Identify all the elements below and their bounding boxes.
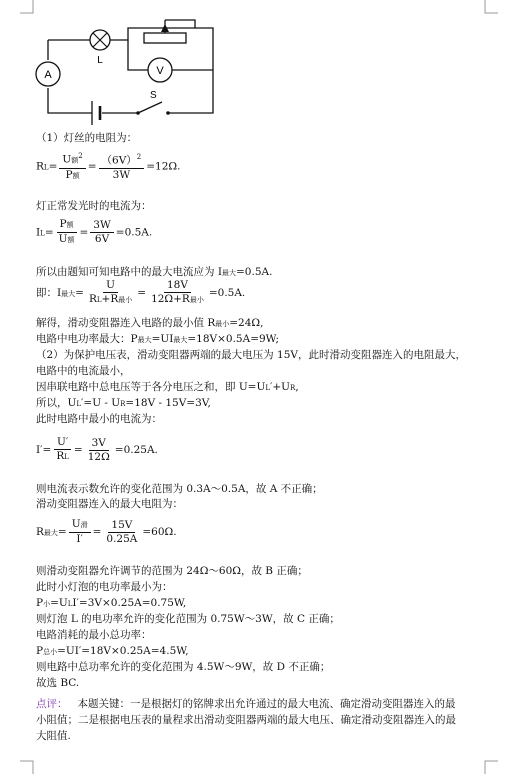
formula-rl: RL= $\frac{U额^2}{\text{P额}}$ = $\frac{(6V)^2}{3W}$ =12Ω.: [36, 152, 181, 181]
formula-imin: I′= $\frac{U'}{RL}$ = $\frac{3V}{12\Omega}$ =0.25A.: [36, 436, 158, 463]
line-23: P总小=UI′=18V×0.25A=4.5W,: [36, 645, 189, 657]
line-20: P小=ULI′=3V×0.25A=0.75W,: [36, 597, 187, 609]
lamp-icon: [90, 30, 110, 66]
line-1: （1）灯丝的电阻为：: [36, 132, 138, 144]
line-11: 因串联电路中总电压等于各分电压之和，即 U=UL′+UR,: [36, 381, 299, 393]
line-18: 则滑动变阻器允许调节的范围为 24Ω～60Ω，故 B 正确；: [36, 565, 308, 577]
formula-il: IL= $\frac{\text{P额}}{\text{U额}}$ = $\frac{3W}{6V}$ =0.5A.: [36, 218, 153, 245]
comment-line-3: 大阻值.: [36, 730, 71, 742]
line-13: 此时电路中最小的电流为：: [36, 413, 162, 425]
voltmeter-icon: [148, 58, 172, 82]
line-21: 则灯泡 L 的电功率允许的变化范围为 0.75W～3W，故 C 正确；: [36, 613, 340, 625]
line-8: 电路中电功率最大：P最大=UI最大=18V×0.5A=9W;: [36, 333, 280, 345]
svg-text:V: V: [156, 65, 164, 77]
formula-rmax: R最大= $\frac{\text{U滑}}{I'}$ = $\frac{15V}{0.25A}$ =60Ω.: [36, 518, 177, 545]
line-25: 故选 BC.: [36, 677, 80, 689]
line-22: 电路消耗的最小总功率：: [36, 629, 152, 641]
line-16: 滑动变阻器连入的最大电阻为：: [36, 498, 183, 510]
circuit-diagram: [30, 18, 220, 128]
svg-text:L: L: [97, 55, 103, 66]
comment-line-1: 点评： 本题关键：一是根据灯的铭牌求出允许通过的最大电流、确定滑动变阻器连入的最: [36, 698, 456, 710]
comment-line-2: 小阻值；二是根据电压表的量程求出滑动变阻器两端的最大电压、确定滑动变阻器连入的最: [36, 714, 456, 726]
svg-text:A: A: [44, 69, 52, 81]
crop-mark-bottom-right: [484, 760, 498, 774]
crop-mark-top-right: [484, 0, 498, 14]
switch-label: S: [150, 90, 157, 101]
line-3: 灯正常发光时的电流为：: [36, 200, 152, 212]
comment-heading: 点评：: [36, 698, 68, 710]
crop-mark-top-left: [20, 0, 34, 14]
formula-imax: 即：I最大= $\frac{U}{\text{RL+R最小}}$ = $\frac{18V}{\text{12Ω+R最小}}$ =0.5A.: [36, 279, 246, 305]
line-24: 则电路中总功率允许的变化范围为 4.5W～9W，故 D 不正确；: [36, 661, 331, 673]
line-7: 解得，滑动变阻器连入电路的最小值 R最小=24Ω,: [36, 317, 264, 329]
crop-mark-bottom-left: [20, 760, 34, 774]
line-5: 所以由题知可知电路中的最大电流应为 I最大=0.5A.: [36, 266, 273, 278]
line-12: 所以，UL′=U - UR=18V - 15V=3V,: [36, 397, 211, 409]
line-15: 则电流表示数允许的变化范围为 0.3A～0.5A，故 A 不正确；: [36, 483, 323, 495]
line-9: （2）为保护电压表，滑动变阻器两端的最大电压为 15V，此时滑动变阻器连入的电阻最大，: [36, 349, 466, 361]
line-10: 电路中的电流最小，: [36, 365, 131, 377]
ammeter-icon: [36, 62, 60, 86]
line-19: 此时小灯泡的电功率最小为：: [36, 581, 173, 593]
